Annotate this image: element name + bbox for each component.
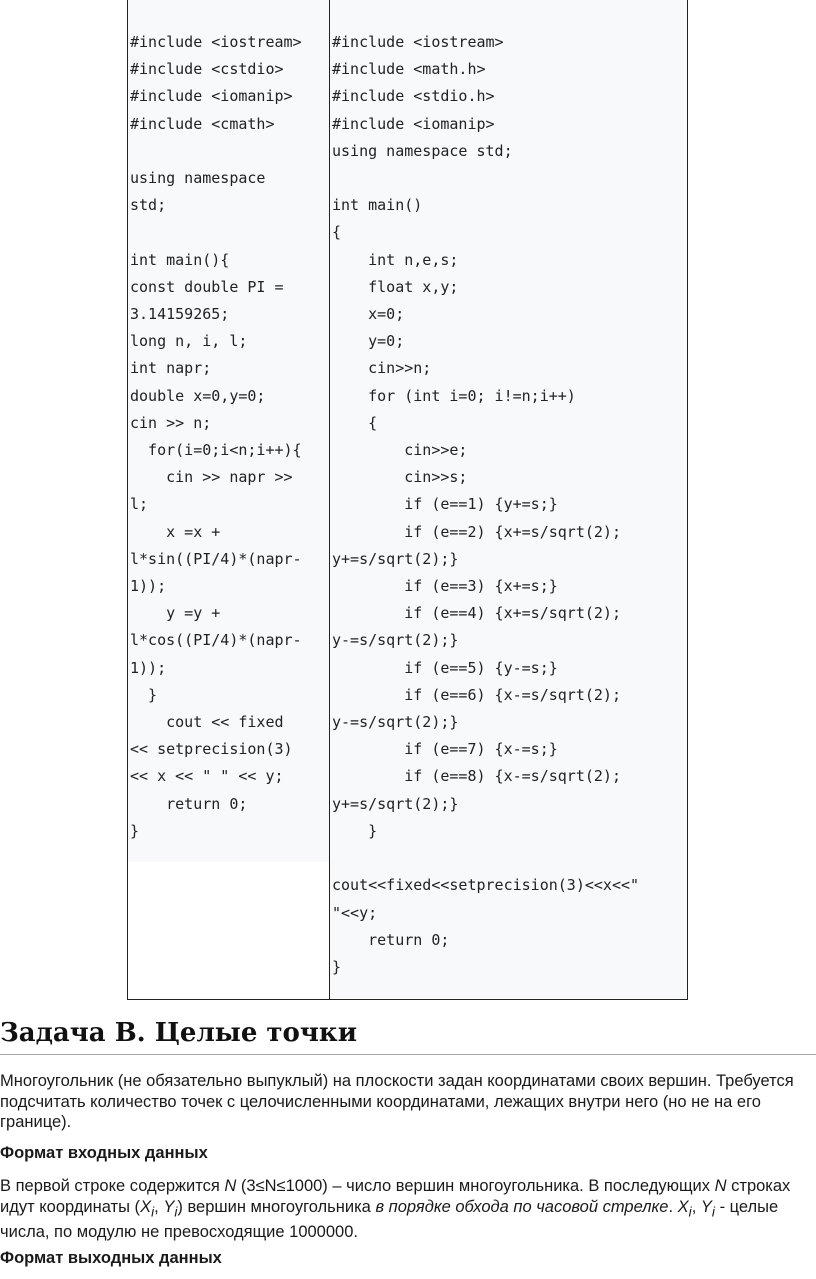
input-format-heading: Формат входных данных xyxy=(0,1144,208,1162)
code-table xyxy=(127,0,688,1000)
output-format-heading: Формат выходных данных xyxy=(0,1249,222,1267)
code-cell-left xyxy=(128,0,330,862)
code-cell-left-empty xyxy=(128,862,330,999)
code-block-left: #include <iostream> #include <cstdio> #include <iomanip> #include <cmath> using namespace std; int main(){ const double PI = 3.14159265; long n, i, l; int napr; double x=0,y=0; cin >> n; for(i=0;i<n;i++){ cin >> napr >> l; x =x + l*sin((PI/4)*(napr- 1)); y =y + l*cos((PI/4)*(napr- 1)); } cout << fixed << setprecision(3) << x << " " << y; return 0; } xyxy=(130,33,302,840)
problem-statement: Многоугольник (не обязательно выпуклый) на плоскости задан координатами своих вершин. Требуется подсчитать количество точек с целочисленными координатами, лежащих внутри него (но не на его границе). xyxy=(0,1072,794,1131)
input-format-text: В первой строке содержится N (3≤N≤1000) – число вершин многоугольника. В последующих N строках идут координаты ($X_i$, $Y_i$) вершин многоугольника в порядке обхода по часовой стрелке. $X_i$, $Y_i$ - целые числа, по модулю не превосходящие 1000000. xyxy=(0,1177,791,1242)
code-block-right: #include <iostream> #include <math.h> #include <stdio.h> #include <iomanip> using namespace std; int main() { int n,e,s; float x,y; x=0; y=0; cin>>n; for (int i=0; i!=n;i++) { cin>>e; cin>>s; if (e==1) {y+=s;} if (e==2) {x+=s/sqrt(2); y+=s/sqrt(2);} if (e==3) {x+=s;} if (e==4) {x+=s/sqrt(2); y-=s/sqrt(2);} if (e==5) {y-=s;} if (e==6) {x-=s/sqrt(2); y-=s/sqrt(2);} if (e==7) {x-=s;} if (e==8) {x-=s/sqrt(2); y+=s/sqrt(2);} } cout<<fixed<<setprecision(3)<<x<<" "<<y; return 0; } xyxy=(332,33,640,976)
title-divider xyxy=(0,1054,816,1055)
code-cell-right xyxy=(330,0,687,998)
problem-title: Задача B. Целые точки xyxy=(0,1018,357,1048)
